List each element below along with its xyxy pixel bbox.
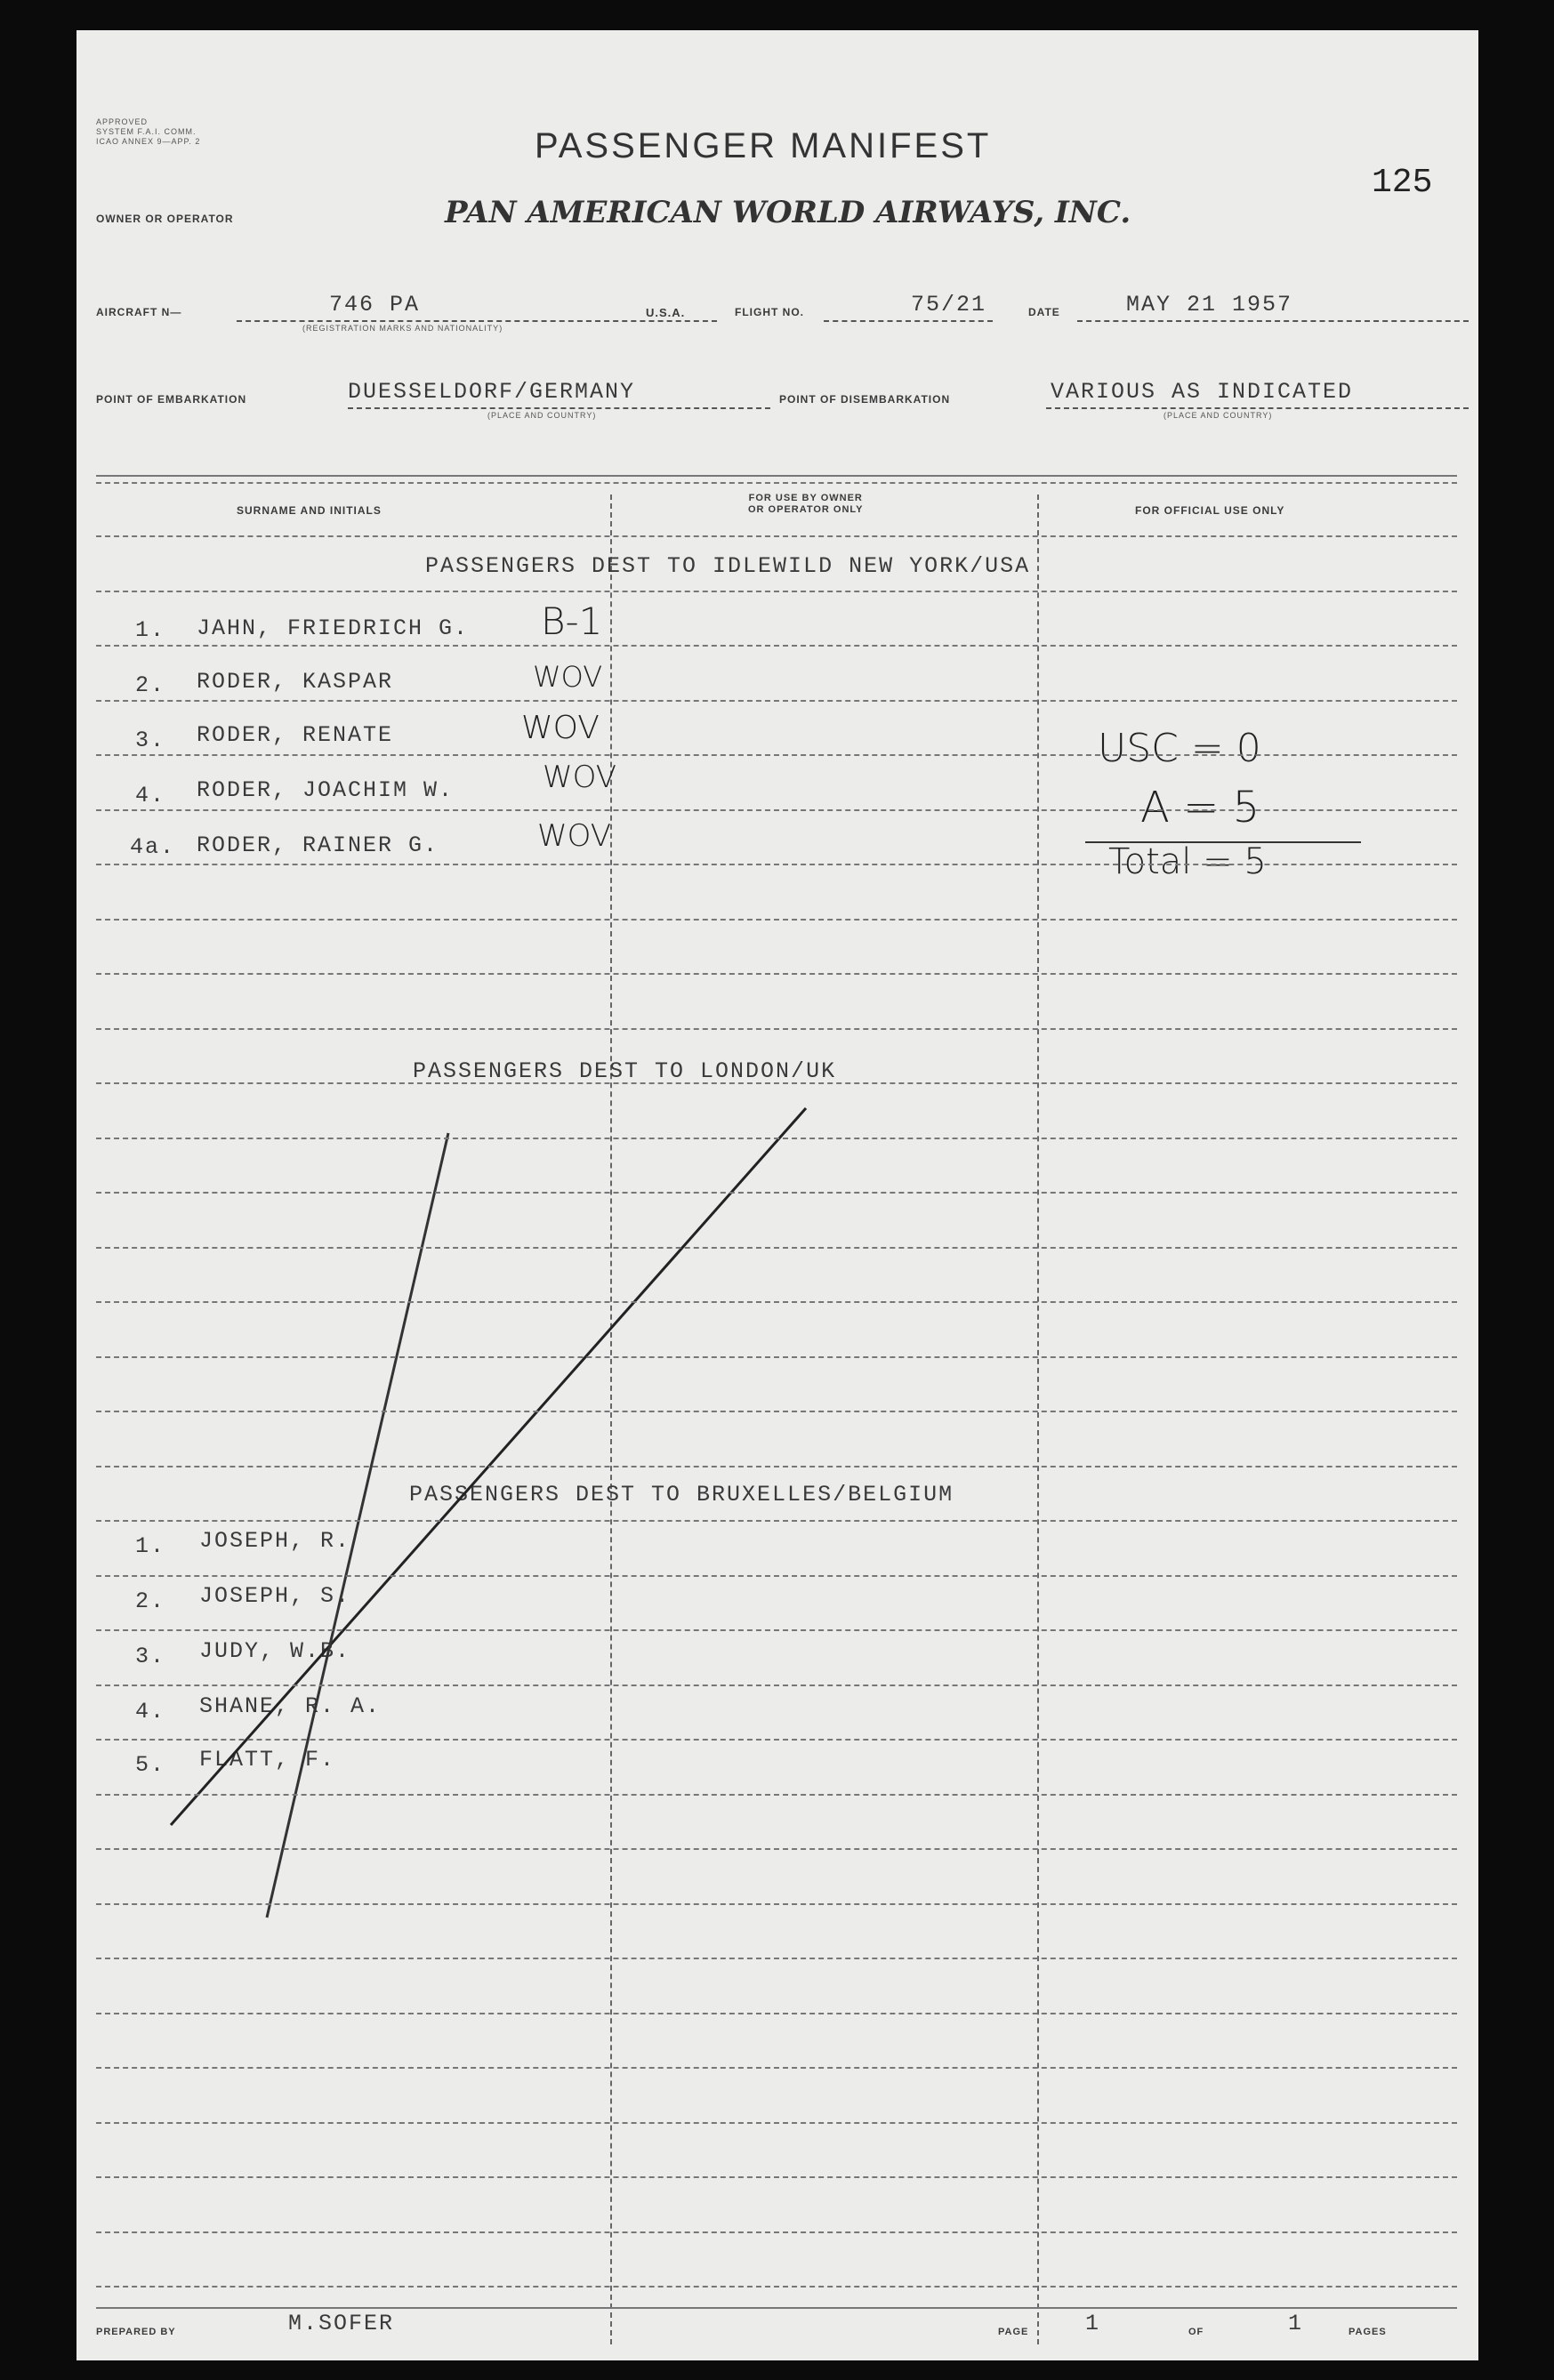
approval-line: ICAO ANNEX 9—APP. 2 — [96, 137, 201, 146]
ruled-line — [96, 973, 1457, 975]
ruled-line — [96, 1138, 1457, 1139]
passenger-number: 4. — [135, 783, 166, 808]
passenger-mark: B-1 — [541, 599, 603, 643]
form-title: PASSENGER MANIFEST — [535, 126, 992, 165]
ruled-line — [96, 1794, 1457, 1796]
ruled-line — [96, 1629, 1457, 1631]
ruled-line — [96, 535, 1457, 537]
ruled-line — [96, 2122, 1457, 2124]
official-note: Total = 5 — [1108, 841, 1267, 882]
passenger-number: 2. — [135, 1588, 166, 1614]
embark-caption: (PLACE AND COUNTRY) — [487, 411, 597, 420]
ruled-line — [96, 919, 1457, 921]
ruled-line — [96, 864, 1457, 865]
disembark-value: VARIOUS AS INDICATED — [1051, 379, 1354, 405]
ruled-line — [96, 809, 1457, 811]
of-value: 1 — [1288, 2311, 1304, 2336]
ruled-line — [96, 645, 1457, 647]
passenger-name: RODER, JOACHIM W. — [197, 777, 455, 803]
passenger-mark: WOV — [537, 818, 612, 854]
ruled-line — [96, 1903, 1457, 1905]
ruled-line — [96, 2176, 1457, 2178]
passenger-number: 3. — [135, 1644, 166, 1669]
ruled-line — [96, 1411, 1457, 1412]
embark-label: POINT OF EMBARKATION — [96, 393, 247, 406]
ruled-line — [96, 1466, 1457, 1467]
ruled-line — [96, 591, 1457, 592]
disembark-label: POINT OF DISEMBARKATION — [779, 393, 951, 406]
aircraft-value: 746 PA — [329, 292, 421, 318]
page-stamp: 125 — [1372, 164, 1433, 202]
passenger-mark: WOV — [543, 760, 617, 795]
passenger-mark: WOV — [533, 660, 603, 694]
date-label: DATE — [1028, 306, 1060, 318]
strike-through-marks — [76, 30, 1478, 2360]
prepared-label: PREPARED BY — [96, 2327, 176, 2337]
passenger-number: 1. — [135, 617, 166, 643]
passenger-number: 3. — [135, 728, 166, 753]
passenger-number: 2. — [135, 672, 166, 698]
passenger-number: 5. — [135, 1752, 166, 1778]
embark-value: DUESSELDORF/GERMANY — [348, 379, 636, 405]
passenger-mark: WOV — [521, 710, 600, 746]
ruled-line — [96, 2067, 1457, 2069]
passenger-name: JOSEPH, R. — [199, 1528, 351, 1554]
column-surname: SURNAME AND INITIALS — [237, 504, 382, 517]
ruled-line — [96, 1958, 1457, 1959]
passenger-name: JUDY, W.B. — [199, 1638, 351, 1664]
ruled-line — [96, 1028, 1457, 1030]
ruled-line — [96, 1739, 1457, 1741]
prepared-value: M.SOFER — [288, 2311, 395, 2336]
passenger-name: FLATT, F. — [199, 1747, 336, 1773]
passenger-number: 4a. — [130, 834, 176, 860]
ruled-line — [96, 1301, 1457, 1303]
group-heading: PASSENGERS DEST TO IDLEWILD NEW YORK/USA — [425, 553, 1031, 579]
ruled-line — [96, 2286, 1457, 2288]
pages-label: PAGES — [1349, 2327, 1387, 2337]
ruled-line — [96, 700, 1457, 702]
official-note: A = 5 — [1140, 783, 1260, 832]
ruled-line — [96, 1247, 1457, 1249]
ruled-line — [96, 1575, 1457, 1577]
column-owner-use-line: OR OPERATOR ONLY — [748, 504, 864, 515]
column-official: FOR OFFICIAL USE ONLY — [1135, 504, 1285, 517]
ruled-line — [96, 1520, 1457, 1522]
aircraft-label: AIRCRAFT N— — [96, 306, 182, 318]
passenger-name: JAHN, FRIEDRICH G. — [197, 615, 470, 641]
of-label: OF — [1188, 2327, 1204, 2337]
passenger-number: 4. — [135, 1699, 166, 1725]
disembark-caption: (PLACE AND COUNTRY) — [1163, 411, 1273, 420]
passenger-name: RODER, KASPAR — [197, 669, 394, 695]
manifest-sheet — [76, 30, 1478, 2360]
approval-line: APPROVED — [96, 117, 149, 126]
official-note: USC = 0 — [1098, 726, 1261, 771]
group-heading: PASSENGERS DEST TO BRUXELLES/BELGIUM — [409, 1482, 954, 1508]
passenger-number: 1. — [135, 1533, 166, 1559]
owner-value: PAN AMERICAN WORLD AIRWAYS, INC. — [445, 195, 1131, 230]
ruled-line — [96, 1192, 1457, 1194]
page-value: 1 — [1085, 2311, 1101, 2336]
ruled-line — [96, 754, 1457, 756]
ruled-line — [96, 1848, 1457, 1850]
ruled-line — [96, 2013, 1457, 2014]
flight-label: FLIGHT NO. — [735, 306, 804, 318]
aircraft-caption: (REGISTRATION MARKS AND NATIONALITY) — [302, 324, 503, 333]
date-value: MAY 21 1957 — [1126, 292, 1293, 318]
flight-value: 75/21 — [911, 292, 987, 318]
ruled-line — [96, 1356, 1457, 1358]
passenger-name: RODER, RENATE — [197, 722, 394, 748]
passenger-name: SHANE, R. A. — [199, 1693, 382, 1719]
ruled-line — [96, 1082, 1457, 1084]
column-owner-use-line: FOR USE BY OWNER — [748, 493, 863, 503]
ruled-line — [96, 2231, 1457, 2233]
group-heading: PASSENGERS DEST TO LONDON/UK — [413, 1058, 837, 1084]
country-label: U.S.A. — [646, 306, 686, 319]
approval-line: SYSTEM F.A.I. COMM. — [96, 127, 197, 136]
passenger-name: JOSEPH, S. — [199, 1583, 351, 1609]
passenger-name: RODER, RAINER G. — [197, 832, 439, 858]
ruled-line — [96, 1684, 1457, 1686]
page-label: PAGE — [998, 2327, 1029, 2337]
owner-label: OWNER OR OPERATOR — [96, 213, 234, 225]
